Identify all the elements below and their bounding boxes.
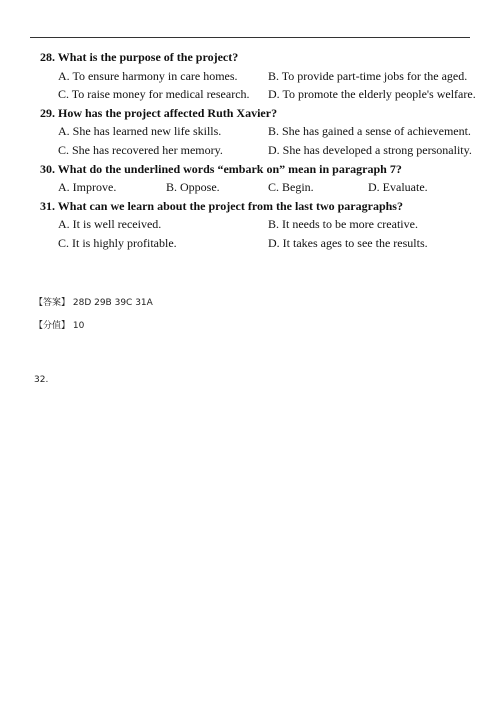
question-28-options-row-2 — [40, 85, 480, 104]
question-31-options-row-2 — [40, 234, 480, 253]
question-29-option-d: D. She has developed a strong personality. — [268, 142, 472, 157]
question-31-option-c: C. It is highly profitable. — [58, 235, 177, 250]
question-29-option-a: A. She has learned new life skills. — [58, 124, 222, 139]
question-28-option-a: A. To ensure harmony in care homes. — [58, 68, 238, 83]
question-28-option-c: C. To raise money for medical research. — [58, 87, 250, 102]
question-30-option-c: C. Begin. — [268, 180, 314, 195]
question-30-options-row — [40, 178, 480, 197]
question-29-option-b: B. She has gained a sense of achievement. — [268, 124, 471, 139]
question-28-options-row-1 — [40, 67, 480, 86]
question-31-options-row-1 — [40, 215, 480, 234]
question-29-stem: 29. How has the project affected Ruth Xavier? — [40, 105, 278, 120]
question-29-option-c: C. She has recovered her memory. — [58, 142, 223, 157]
question-28-option-d: D. To promote the elderly people's welfare. — [268, 87, 476, 102]
question-29-options-row-2 — [40, 141, 480, 160]
top-divider-line — [30, 37, 470, 38]
question-30-option-b: B. Oppose. — [166, 180, 220, 195]
question-29-options-row-1 — [40, 122, 480, 141]
question-28-stem: 28. What is the purpose of the project? — [40, 50, 239, 64]
question-30-option-a: A. Improve. — [58, 180, 117, 195]
question-31-option-b: B. It needs to be more creative. — [268, 217, 418, 232]
answer-key-line: 【答案】 28D 29B 39C 31A — [34, 298, 153, 308]
question-31-stem: 31. What can we learn about the project from the last two paragraphs? — [40, 198, 403, 213]
question-31-option-d: D. It takes ages to see the results. — [268, 235, 428, 250]
question-30-stem: 30. What do the underlined words “embark on” mean in paragraph 7? — [40, 161, 402, 176]
question-30-option-d: D. Evaluate. — [368, 180, 428, 195]
next-question-number: 32. — [34, 375, 49, 385]
score-value-line: 【分值】 10 — [34, 321, 85, 331]
question-28-option-b: B. To provide part-time jobs for the aged. — [268, 68, 468, 83]
question-scan — [40, 48, 480, 253]
question-31-option-a: A. It is well received. — [58, 217, 162, 232]
